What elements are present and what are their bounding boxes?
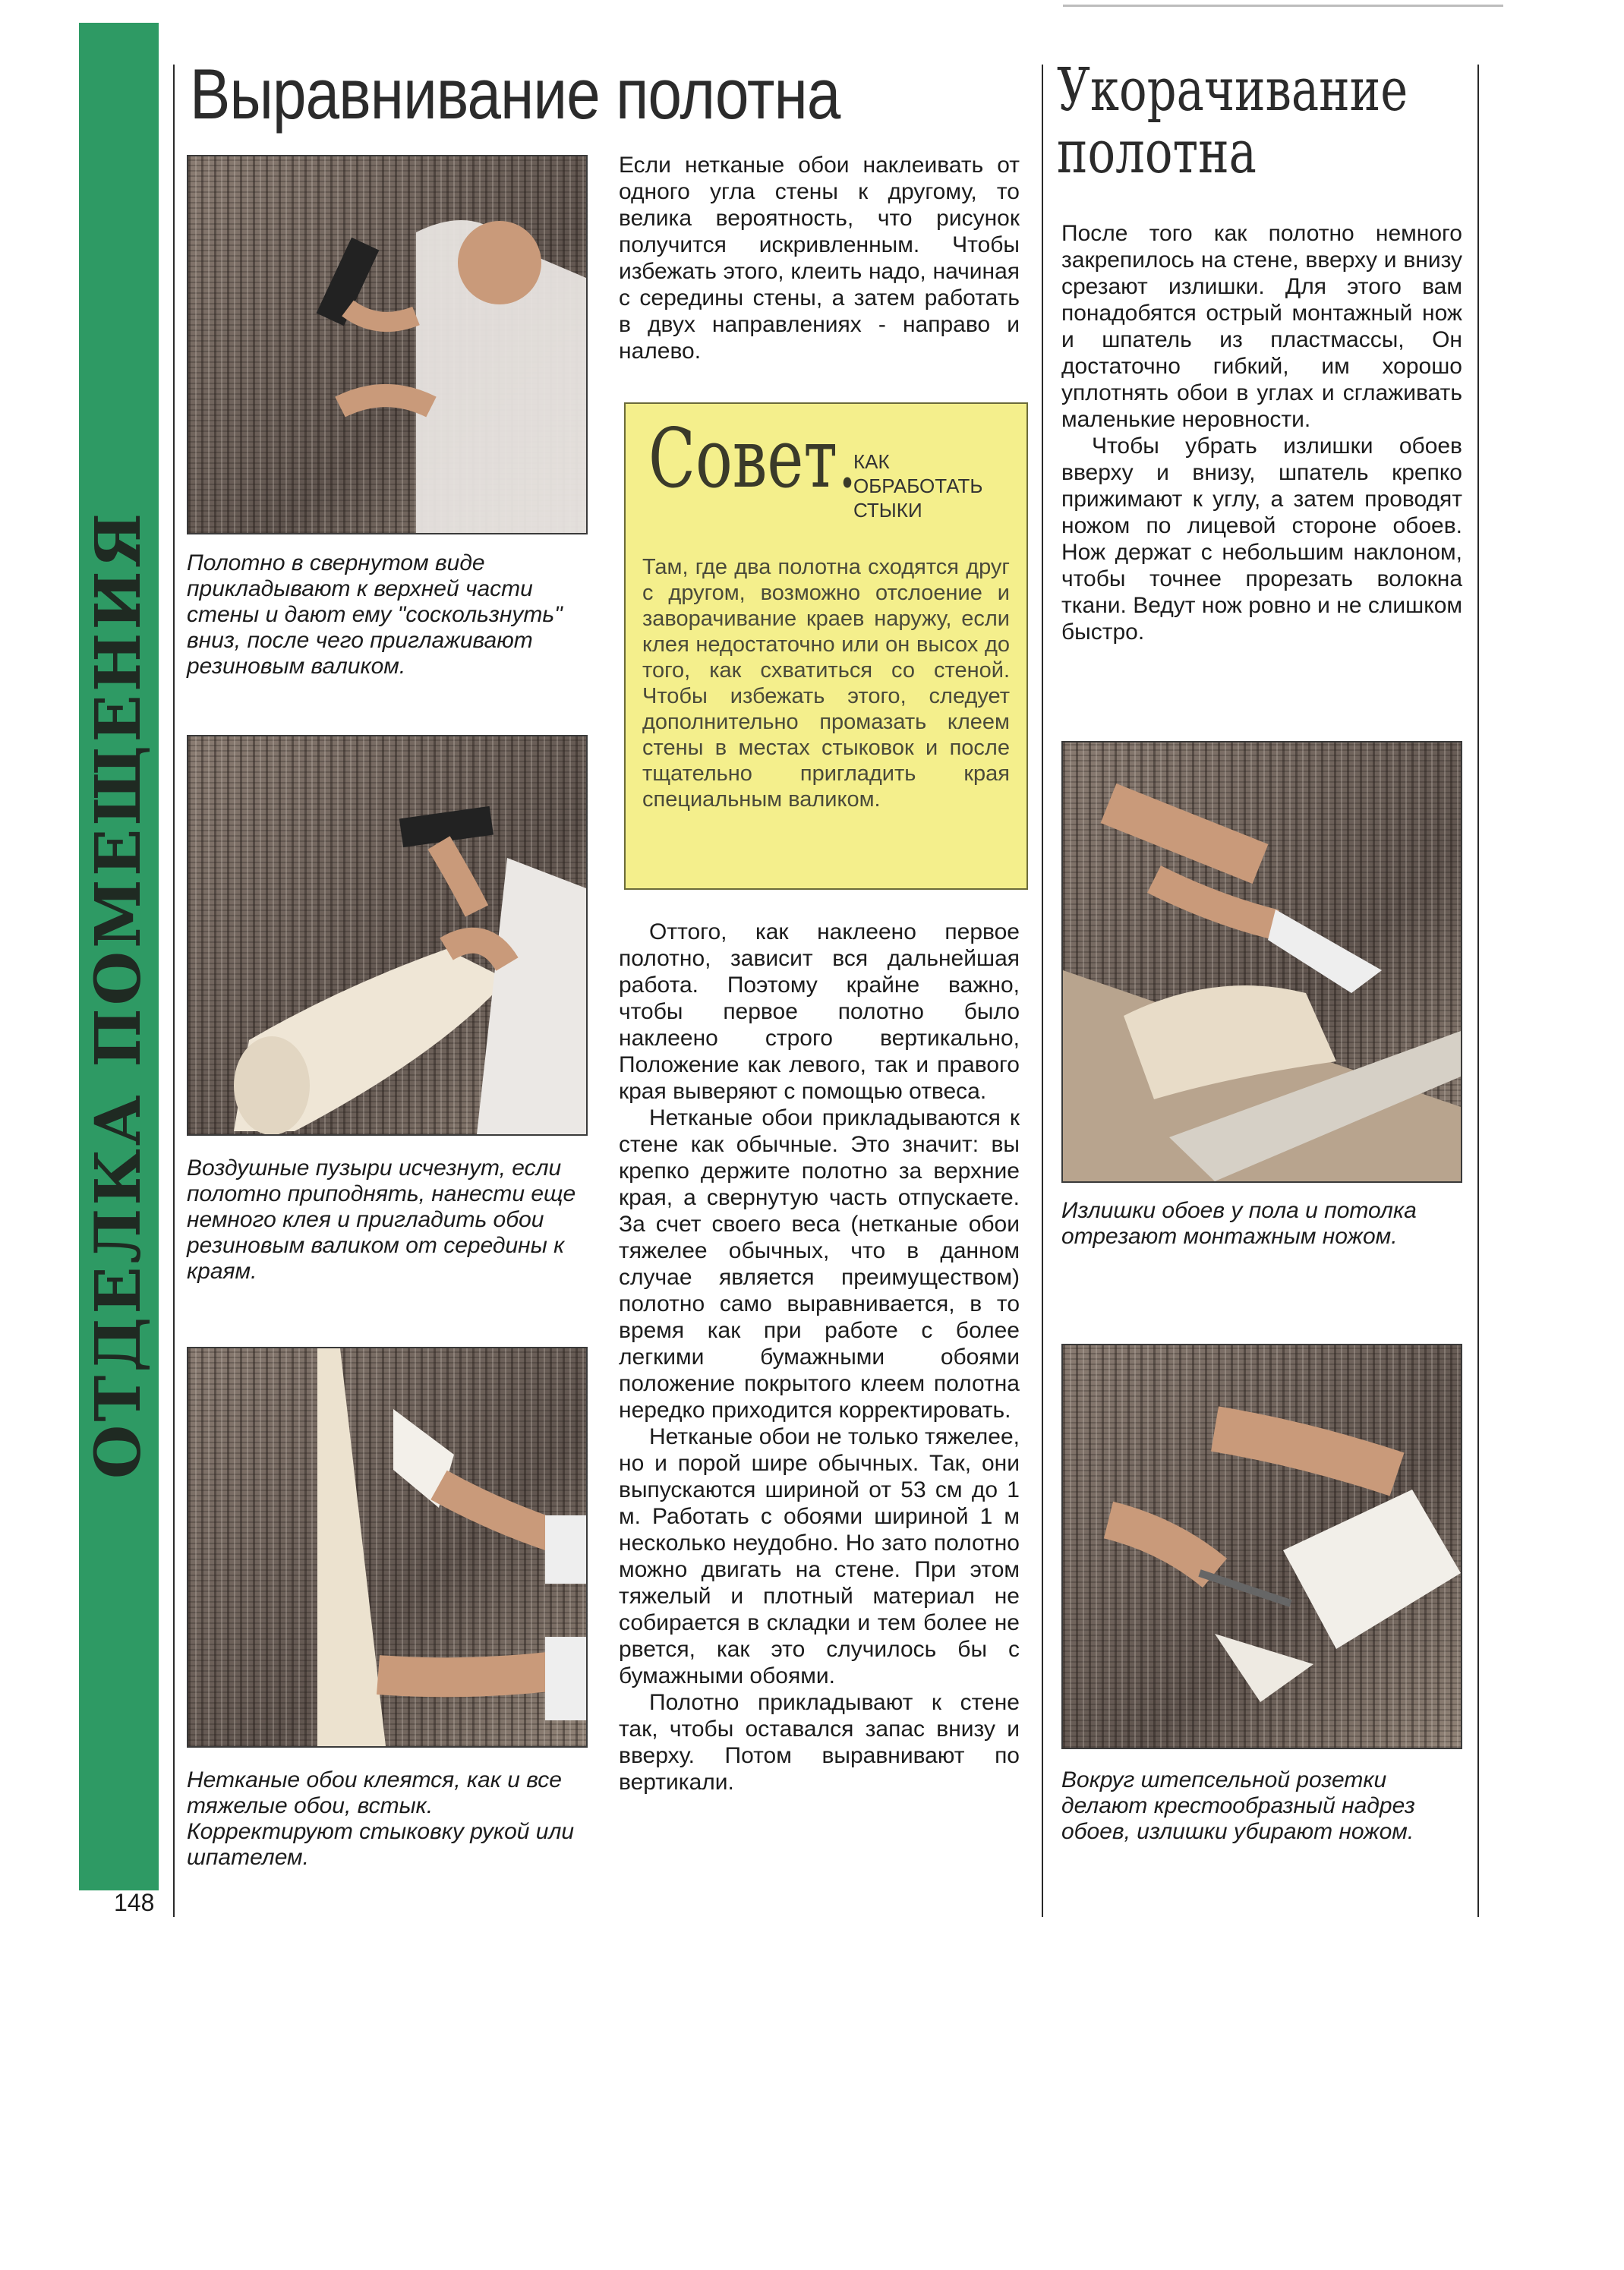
paragraph-4: Полотно прикладывают к стене так, чтобы оставался запас внизу и вверху. Потом выравнивают по вертикали. bbox=[619, 1690, 1020, 1795]
section-title-right-text: Укорачивание полотна bbox=[1057, 56, 1408, 187]
column-rule-far-right bbox=[1477, 65, 1479, 1917]
paragraph-1: Оттого, как наклеено первое полотно, зависит вся дальнейшая работа. Поэтому крайне важно, чтобы первое полотно было наклеено строго вертикально, Положение как левого, так и правого края выверяют с помощью отвеса. bbox=[619, 919, 1020, 1104]
intro-paragraph: Если нетканые обои наклеивать от одного угла стены к другому, то велика вероятность, что рисунок получится искривленным. Чтобы избежать этого, клеить надо, начиная с середины стены, а затем работать в двух направлениях - направо и налево. bbox=[619, 153, 1020, 364]
right-paragraph-2: Чтобы убрать излишки обоев вверху и внизу, шпатель крепко прижимают к углу, а затем проводят ножом по лицевой стороне обоев. Нож держат с небольшим наклоном, чтобы точнее прорезать волокна ткани. Ведут нож ровно и не слишком быстро. bbox=[1061, 434, 1462, 645]
caption-2: Воздушные пузыри исчезнут, если полотно приподнять, нанести еще немного клея и пригладить обои резиновым валиком от середины к краям. bbox=[187, 1155, 576, 1284]
photo-roller-on-wall bbox=[187, 155, 588, 534]
photo-rolling-illustration bbox=[188, 736, 586, 1134]
main-text bbox=[619, 919, 1020, 1796]
top-rule bbox=[1063, 5, 1503, 7]
caption-4: Излишки обоев у пола и потолка отрезают монтажным ножом. bbox=[1061, 1198, 1417, 1249]
photo-socket-illustration bbox=[1063, 1345, 1461, 1748]
photo-rolling-paper bbox=[187, 735, 588, 1136]
photo-cutting-socket bbox=[1061, 1344, 1462, 1749]
column-rule-right bbox=[1042, 65, 1043, 1917]
section-title-right bbox=[1057, 56, 1412, 187]
paragraph-3: Нетканые обои не только тяжелее, но и порой шире обычных. Так, они выпускаются шириной от 53 см до 1 м. Работать с обоями шириной 1 м несколько неудобно. Но зато полотно можно двигать на стене. При этом тяжелый и плотный материал не собирается в складки и тем более не рвется, как это случилось бы с бумажными обоями. bbox=[619, 1424, 1020, 1688]
advice-heading: Совет. bbox=[648, 411, 857, 506]
caption-3: Нетканые обои клеятся, как и все тяжелые обои, встык. Корректируют стыковку рукой или шпателем. bbox=[187, 1767, 575, 1870]
intro-text bbox=[619, 152, 1020, 364]
caption-5: Вокруг штепсельной розетки делают крестообразный надрез обоев, излишки убирают ножом. bbox=[1061, 1767, 1415, 1844]
section-sidebar bbox=[79, 23, 159, 1890]
right-text bbox=[1061, 220, 1462, 645]
right-paragraph-1: После того как полотно немного закрепилось на стене, вверху и внизу срезают излишки. Для этого вам понадобятся острый монтажный нож и шпатель из пластмассы, Он достаточно гибкий, им хорошо уплотнять обои в углах и сглаживать маленькие неровности. bbox=[1061, 221, 1462, 432]
photo-cutting-floor bbox=[1061, 741, 1462, 1183]
photo-floor-illustration bbox=[1063, 742, 1461, 1181]
paragraph-2: Нетканые обои прикладываются к стене как обычные. Это значит: вы крепко держите полотно за верхние края, а свернутую часть отпускаете. За счет своего веса (нетканые обои тяжелее обычных, что в данном случае является преимуществом) полотно само выравнивается, в то время как при работе с более легкими бумажными обоями положение покрытого клеем полотна нередко приходится корректировать. bbox=[619, 1105, 1020, 1423]
photo-spatula-seam bbox=[187, 1347, 588, 1748]
page-title: Выравнивание полотна bbox=[190, 54, 840, 134]
advice-subtitle: КАК ОБРАБОТАТЬ СТЫКИ bbox=[853, 450, 983, 522]
section-title: ОТДЕЛКА ПОМЕЩЕНИЯ bbox=[82, 509, 155, 1480]
advice-text: Там, где два полотна сходятся друг с другом, возможно отслоение и заворачивание краев наружу, если клея недостаточно или он высох до того, как схватиться со стеной. Чтобы избежать этого, следует дополнительно промазать клеем стены в местах стыковок и после тщательно пригладить края специальным валиком. bbox=[642, 555, 1010, 812]
caption-1: Полотно в свернутом виде прикладывают к верхней части стены и дают ему "соскользнуть" вниз, после чего приглаживают резиновым валиком. bbox=[187, 550, 563, 679]
photo-roller-illustration bbox=[188, 156, 586, 533]
photo-spatula-illustration bbox=[188, 1348, 586, 1746]
advice-box bbox=[624, 402, 1028, 890]
column-rule-left bbox=[173, 65, 175, 1917]
page-number: 148 bbox=[114, 1889, 155, 1916]
